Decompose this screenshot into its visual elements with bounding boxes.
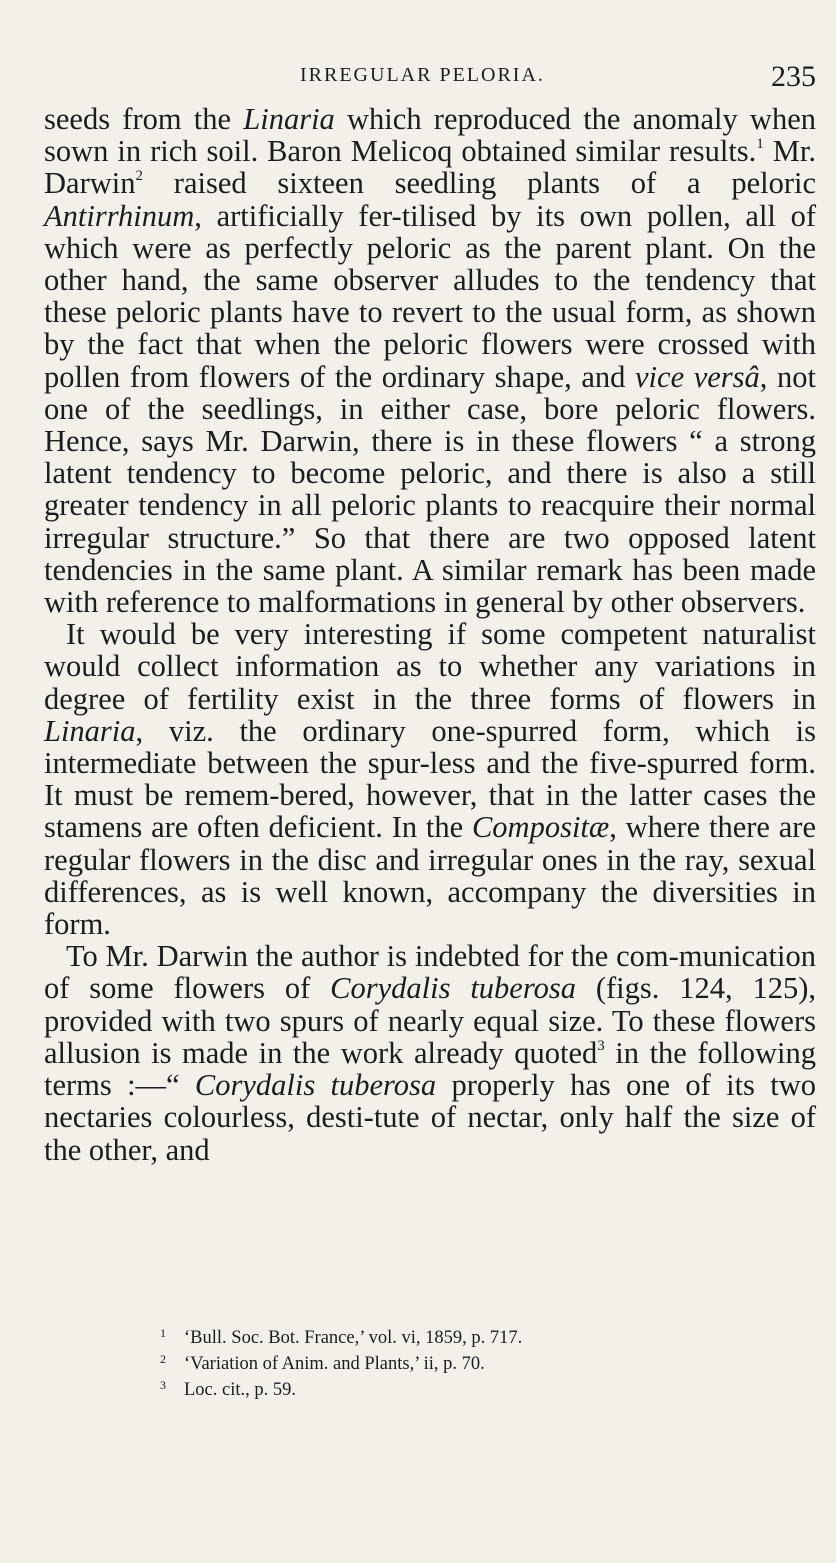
text-run: which reproduced the anomaly when sown in rich soil. Baron Melicoq obtained similar results. (44, 102, 816, 169)
footnote-text: Loc. cit., p. 59. (184, 1380, 297, 1400)
italic-term: Compositæ (471, 810, 610, 845)
italic-term: Corydalis tuberosa (194, 1068, 437, 1103)
text-run: raised sixteen seedling plants of a peloric (142, 166, 816, 201)
text-run: Mr. Darwin (44, 134, 817, 201)
text-run: , artificially fer-tilised by its own pollen, all of which were as perfectly peloric as the parent plant. On the other hand, the same observer alludes to the tendency that these peloric plants have to revert to the usual form, as shown by the fact that when the peloric flowers were crossed with pollen from flowers of the ordinary shape, and (44, 198, 816, 394)
footnote (160, 1349, 720, 1375)
footnote-marker: 3 (160, 1378, 166, 1392)
text-run: , viz. the ordinary one-spurred form, which is intermediate between the spur-less and the five-spurred form. It must be remem-bered, however, that in the latter cases the stamens are often deficient. In the (44, 713, 816, 845)
italic-term: vice versâ (635, 359, 760, 394)
paragraph (44, 103, 816, 618)
text-run: seeds from the (44, 102, 244, 136)
footnote-reference: 3 (597, 1037, 605, 1054)
footnote-text: ‘Bull. Soc. Bot. France,’ vol. vi, 1859, p. 717. (184, 1328, 523, 1348)
italic-term: Linaria (243, 102, 335, 136)
footnote-reference: 1 (756, 136, 764, 153)
paragraph (44, 940, 816, 1165)
text-run: , where there are regular flowers in the disc and irregular ones in the ray, sexual differences, as is well known, accompany the diversities in form. (44, 810, 816, 942)
body-text (44, 103, 816, 1166)
italic-term: Corydalis tuberosa (330, 971, 576, 1006)
text-run: To Mr. Darwin the author is indebted for the com-munication of some flowers of (44, 939, 816, 1006)
text-run: properly has one of its two nectaries colourless, desti-tute of nectar, only half the size of the other, and (44, 1068, 816, 1167)
text-run: It would be very interesting if some competent naturalist would collect information as to whether any variations in degree of fertility exist in the three forms of flowers in (44, 617, 816, 716)
italic-term: Linaria (44, 713, 136, 748)
text-run: in the following terms :—“ (44, 1035, 816, 1103)
italic-term: Antirrhinum (44, 198, 195, 233)
paragraph (44, 618, 816, 940)
footnote-reference: 2 (135, 168, 143, 185)
page-number: 235 (771, 60, 816, 93)
footnote-marker: 2 (160, 1352, 166, 1366)
footnote-marker: 1 (160, 1326, 166, 1340)
footnote-text: ‘Variation of Anim. and Plants,’ ii, p. 70. (184, 1354, 485, 1374)
running-head (0, 60, 836, 96)
footnote (160, 1375, 720, 1401)
footnotes (160, 1323, 720, 1401)
text-run: , not one of the seedlings, in either case, bore peloric flowers. Hence, says Mr. Darwin, there is in these flowers “ a strong latent tendency to become peloric, and there is also a still greater tendency in all peloric plants to reacquire their normal irregular structure.” So that there are two opposed latent tendencies in the same plant. A similar remark has been made with reference to malformations in general by other observers. (44, 359, 816, 620)
running-title: IRREGULAR PELORIA. (300, 64, 545, 86)
footnote (160, 1323, 720, 1349)
text-run: (figs. 124, 125), provided with two spurs of nearly equal size. To these flowers allusion is made in the work already quoted (44, 971, 816, 1070)
